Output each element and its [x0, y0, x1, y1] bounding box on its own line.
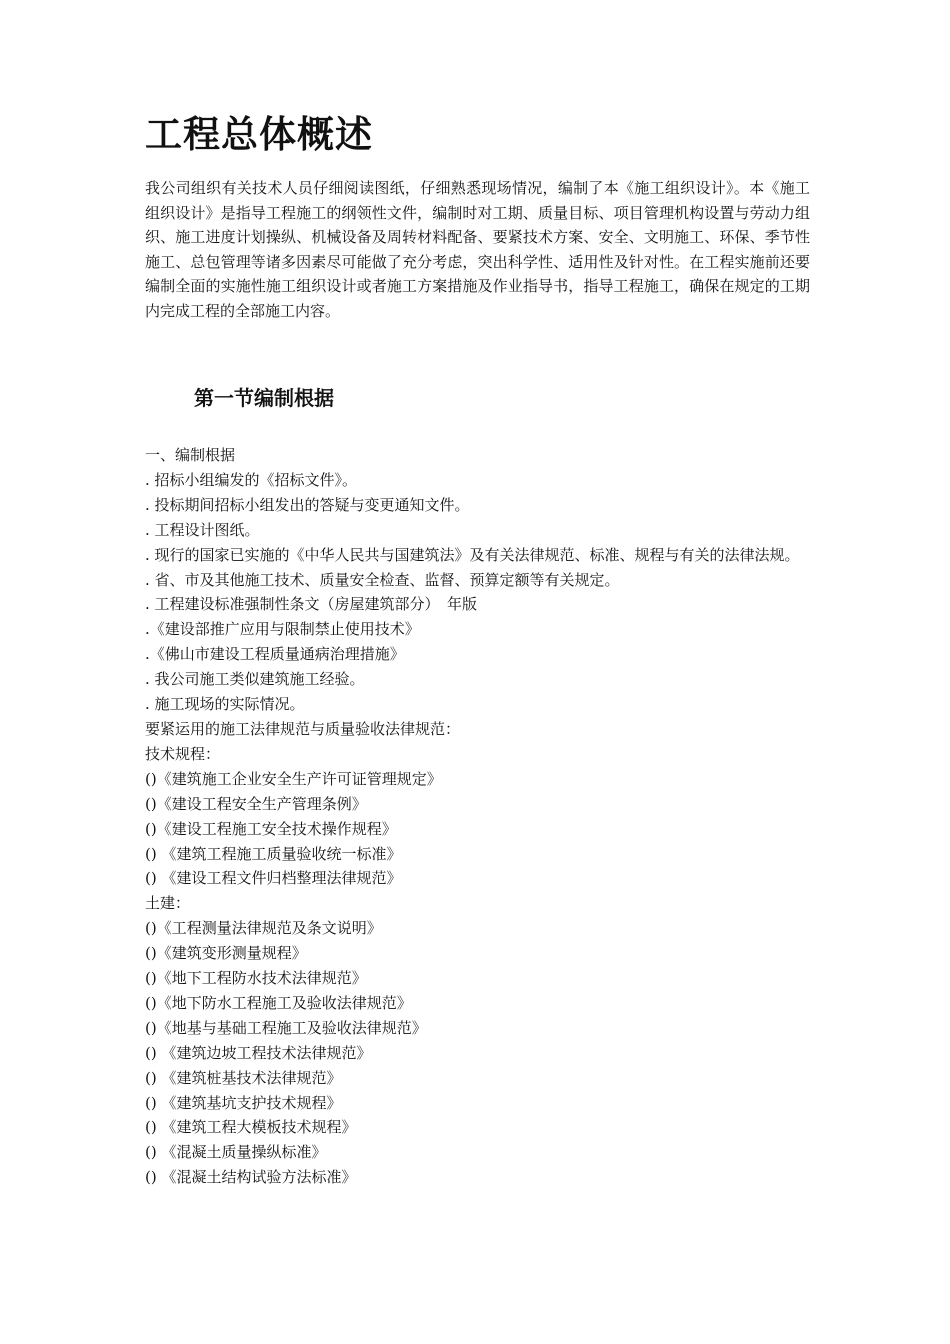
- list-line: ()《地下工程防水技术法律规范》: [145, 969, 367, 988]
- list-line: 一、编制根据: [145, 446, 236, 464]
- list-line: ()《建设工程施工安全技术操作规程》: [145, 819, 397, 838]
- list-line: . 工程建设标准强制性条文（房屋建筑部分） 年版: [145, 595, 478, 614]
- list-line: . 省、市及其他施工技术、质量安全检查、监督、预算定额等有关规定。: [145, 570, 620, 589]
- list-line: ()《地基与基础工程施工及验收法律规范》: [145, 1018, 427, 1037]
- list-line: . 我公司施工类似建筑施工经验。: [145, 670, 365, 689]
- list-line: ()《地下防水工程施工及验收法律规范》: [145, 993, 412, 1012]
- list-line: () 《建筑基坑支护技术规程》: [145, 1093, 342, 1112]
- basis-list: [145, 443, 810, 1190]
- list-line: () 《建筑边坡工程技术法律规范》: [145, 1043, 372, 1062]
- list-line: ()《建筑变形测量规程》: [145, 944, 307, 963]
- list-line: 技术规程：: [145, 744, 221, 763]
- list-line: () 《建筑工程大模板技术规程》: [145, 1118, 357, 1137]
- list-line: 土建：: [145, 894, 191, 913]
- list-line: () 《混凝土质量操纵标准》: [145, 1143, 327, 1162]
- list-line: () 《建筑工程施工质量验收统一标准》: [145, 844, 402, 863]
- document-title: 工程总体概述: [145, 113, 373, 156]
- intro-paragraph: 我公司组织有关技术人员仔细阅读图纸，仔细熟悉现场情况，编制了本《施工组织设计》。本《施工组织设计》是指导工程施工的纲领性文件，编制时对工期、质量目标、项目管理机构设置与劳动力组织、施工进度计划操纵、机械设备及周转材料配备、要紧技术方案、安全、文明施工、环保、季节性施工、总包管理等诸多因素尽可能做了充分考虑，突出科学性、适用性及针对性。在工程实施前还要编制全面的实施性施工组织设计或者施工方案措施及作业指导书，指导工程施工，确保在规定的工期内完成工程的全部施工内容。: [145, 179, 810, 320]
- list-line: . 现行的国家已实施的《中华人民共与国建筑法》及有关法律规范、标准、规程与有关的法律法规。: [145, 545, 800, 564]
- list-line: () 《混凝土结构试验方法标准》: [145, 1168, 357, 1187]
- list-line: .《佛山市建设工程质量通病治理措施》: [145, 645, 405, 664]
- list-line: ()《建设工程安全生产管理条例》: [145, 794, 367, 813]
- section-title: 第一节编制根据: [194, 386, 334, 410]
- list-line: ()《工程测量法律规范及条文说明》: [145, 919, 382, 938]
- list-line: . 施工现场的实际情况。: [145, 695, 305, 714]
- list-line: () 《建设工程文件归档整理法律规范》: [145, 869, 402, 888]
- list-line: . 招标小组编发的《招标文件》。: [145, 470, 358, 489]
- list-line: .《建设部推广应用与限制禁止使用技术》: [145, 620, 420, 639]
- list-line: . 投标期间招标小组发出的答疑与变更通知文件。: [145, 495, 470, 514]
- list-line: . 工程设计图纸。: [145, 520, 260, 539]
- list-line: () 《建筑桩基技术法律规范》: [145, 1068, 342, 1087]
- list-line: ()《建筑施工企业安全生产许可证管理规定》: [145, 769, 442, 788]
- list-line: 要紧运用的施工法律规范与质量验收法律规范：: [145, 719, 461, 738]
